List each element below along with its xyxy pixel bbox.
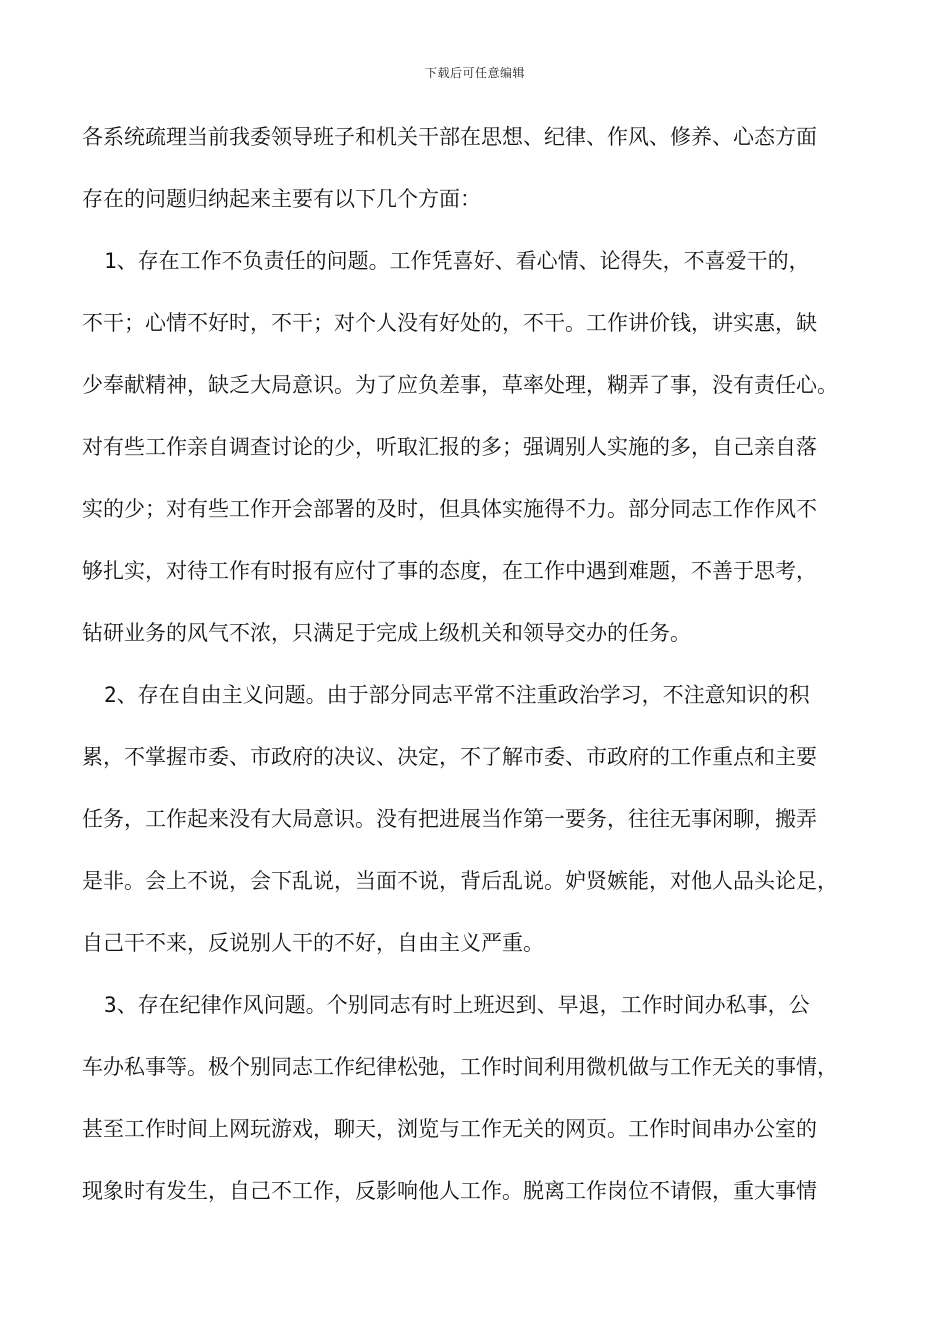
text-line: 存在的问题归纳起来主要有以下几个方面： xyxy=(82,187,481,211)
paragraph-1-start: 1、存在工作不负责任的问题。工作凭喜好、看心情、论得失，不喜爱干的， xyxy=(104,249,810,273)
text-line: 现象时有发生，自己不工作，反影响他人工作。脱离工作岗位不请假，重大事情 xyxy=(82,1179,817,1203)
header-note: 下载后可任意编辑 xyxy=(424,66,525,80)
text-line: 自己干不来，反说别人干的不好，自由主义严重。 xyxy=(82,931,544,955)
text-line: 各系统疏理当前我委领导班子和机关干部在思想、纪律、作风、修养、心态方面 xyxy=(82,125,817,149)
text-line: 不干；心情不好时，不干；对个人没有好处的，不干。工作讲价钱，讲实惠，缺 xyxy=(82,311,817,335)
paragraph-3-start: 3、存在纪律作风问题。个别同志有时上班迟到、早退，工作时间办私事，公 xyxy=(104,993,810,1017)
text-line: 够扎实，对待工作有时报有应付了事的态度，在工作中遇到难题，不善于思考， xyxy=(82,559,817,583)
text-line: 是非。会上不说，会下乱说，当面不说，背后乱说。妒贤嫉能，对他人品头论足， xyxy=(82,869,838,893)
text-line: 对有些工作亲自调查讨论的少，听取汇报的多；强调别人实施的多，自己亲自落 xyxy=(82,435,817,459)
text-line: 甚至工作时间上网玩游戏，聊天，浏览与工作无关的网页。工作时间串办公室的 xyxy=(82,1117,817,1141)
text-line: 钻研业务的风气不浓，只满足于完成上级机关和领导交办的任务。 xyxy=(82,621,691,645)
text-line: 少奉献精神，缺乏大局意识。为了应负差事，草率处理，糊弄了事，没有责任心。 xyxy=(82,373,838,397)
text-line: 车办私事等。极个别同志工作纪律松弛，工作时间利用微机做与工作无关的事情， xyxy=(82,1055,838,1079)
body-text xyxy=(82,112,872,1228)
text-line: 实的少；对有些工作开会部署的及时，但具体实施得不力。部分同志工作作风不 xyxy=(82,497,817,521)
text-line: 累，不掌握市委、市政府的决议、决定，不了解市委、市政府的工作重点和主要 xyxy=(82,745,817,769)
text-line: 任务，工作起来没有大局意识。没有把进展当作第一要务，往往无事闲聊，搬弄 xyxy=(82,807,817,831)
paragraph-2-start: 2、存在自由主义问题。由于部分同志平常不注重政治学习，不注意知识的积 xyxy=(104,683,810,707)
